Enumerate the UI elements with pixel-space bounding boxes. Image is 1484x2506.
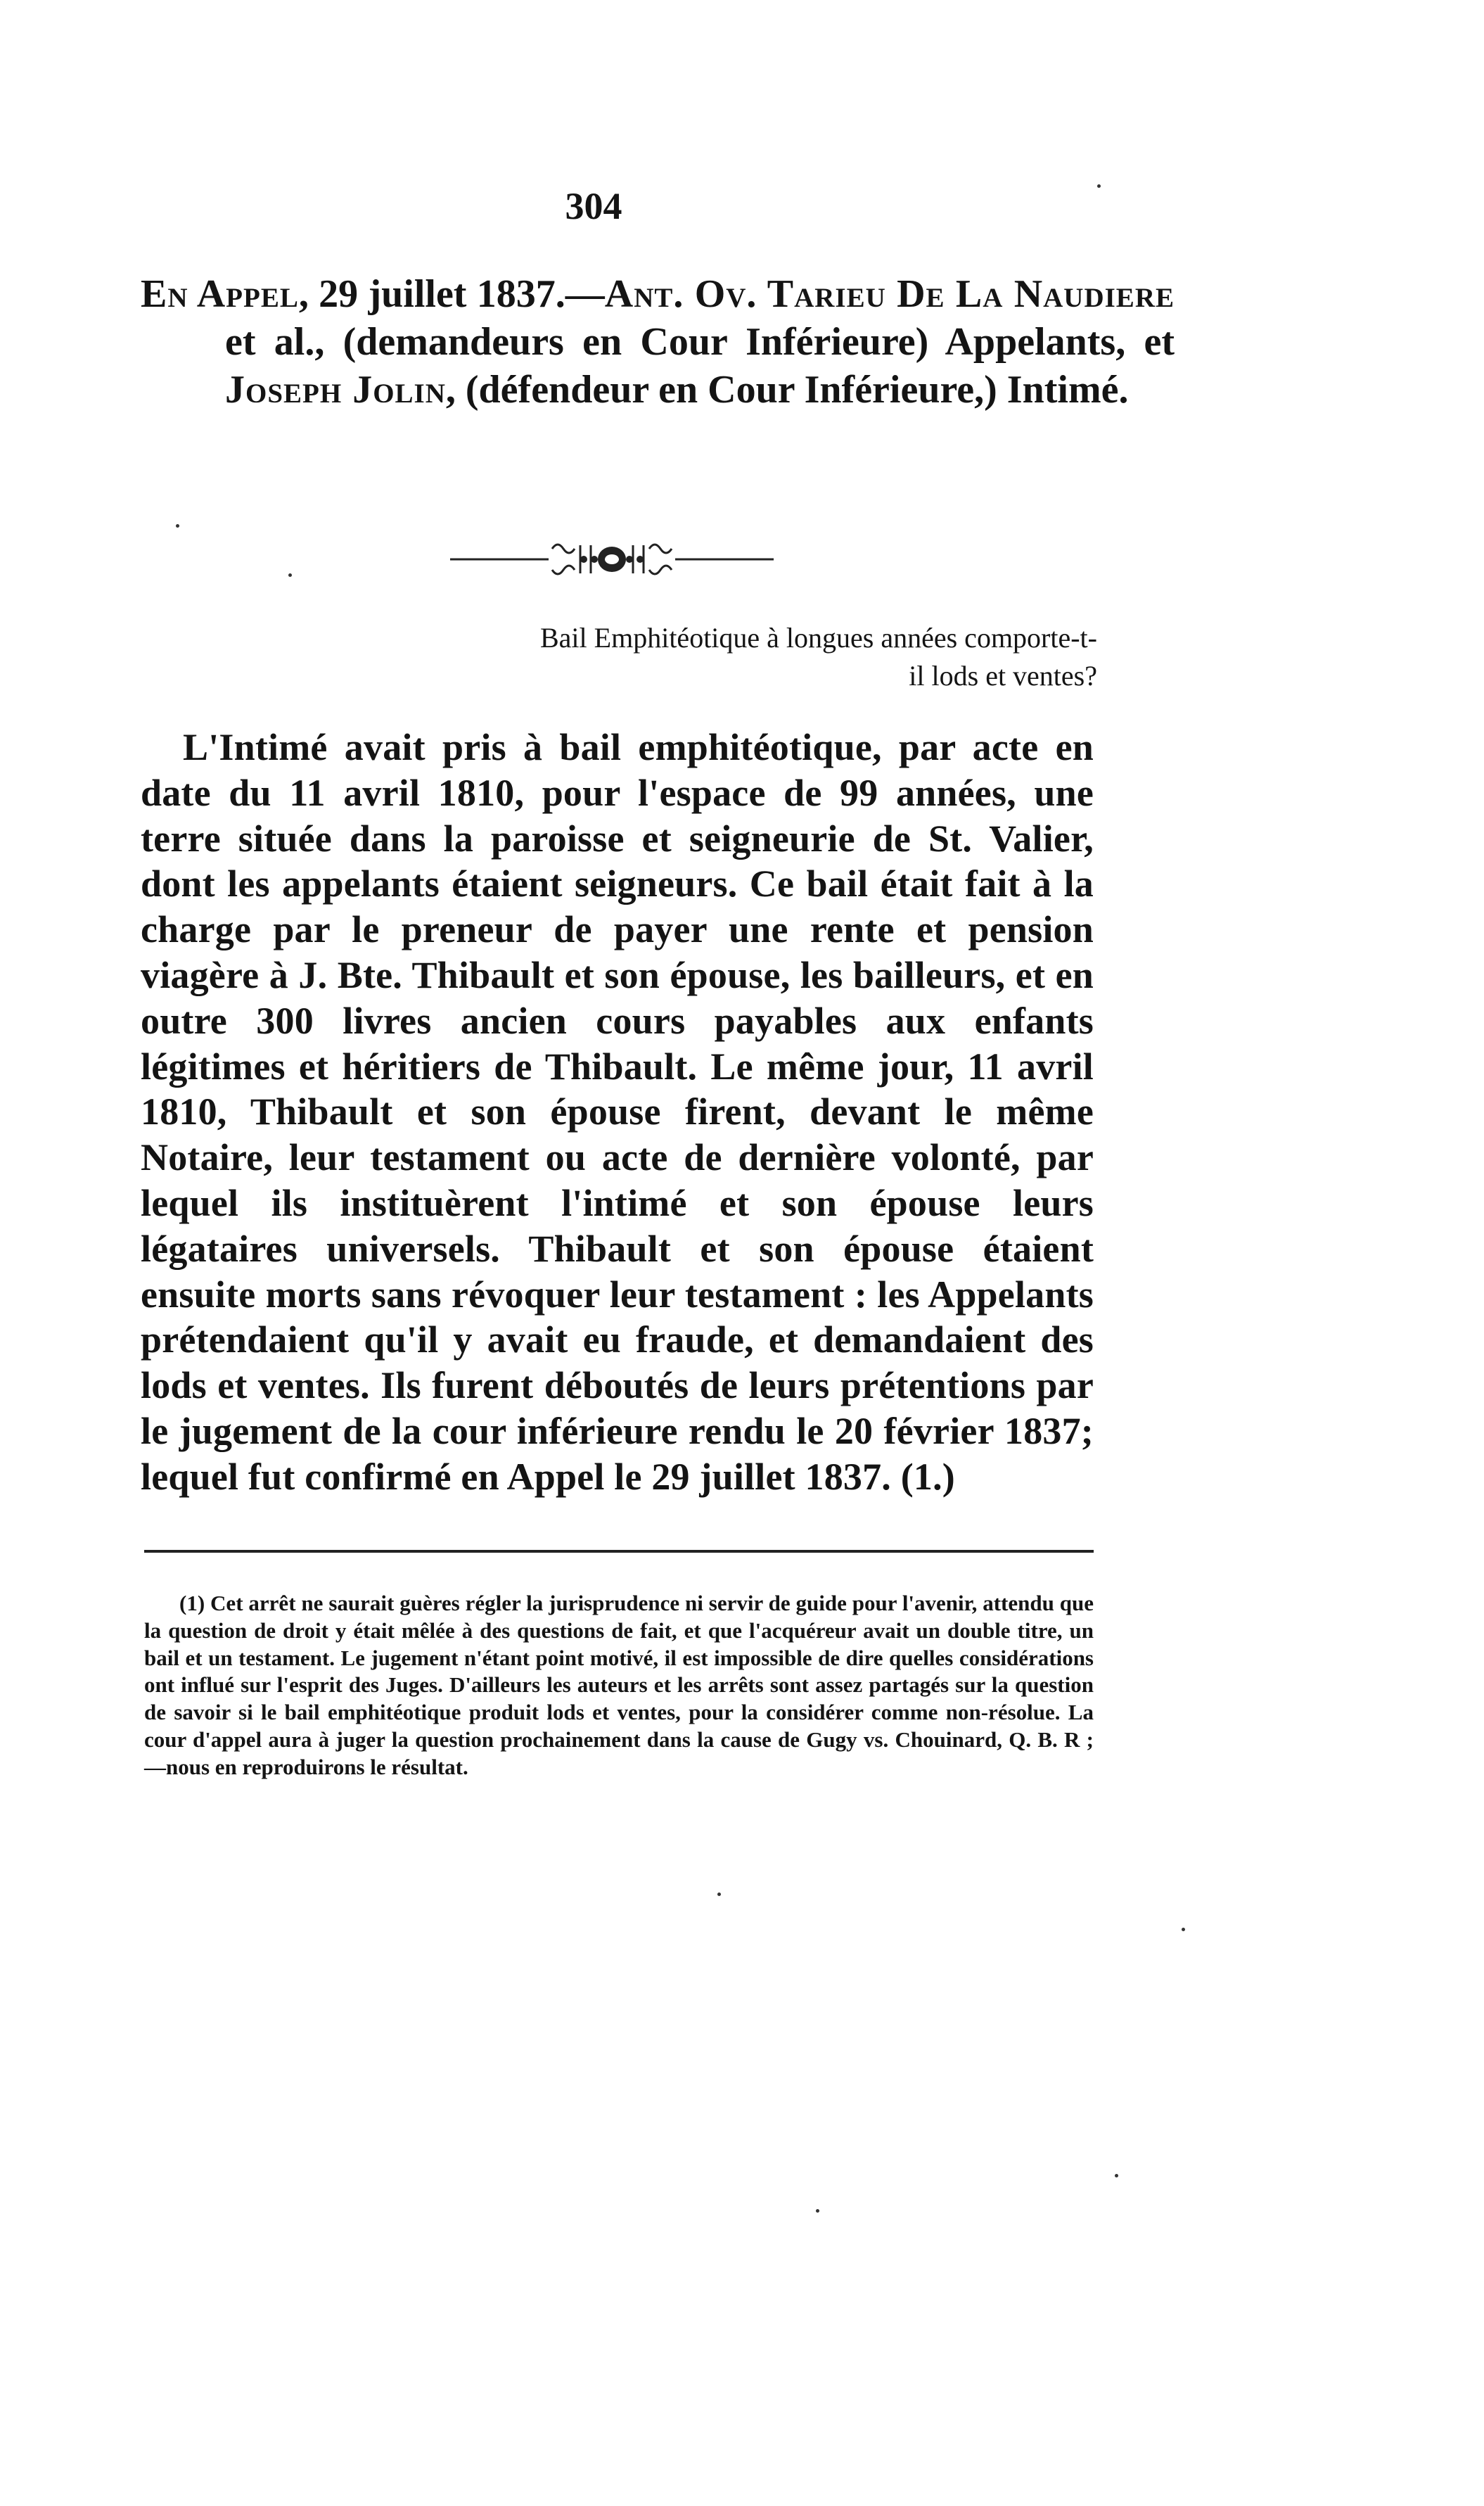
print-speck [1115, 2174, 1118, 2177]
case-body: L'Intimé avait pris à bail emphitéotique, par acte en date du 11 avril 1810, pour l'espace de 99 années, une terre située dans la paroisse et seigneurie de St. Valier, dont les appelants étaient seigneurs. Ce bail était fait à la charge par le preneur de payer une rente et pension viagère à J. Bte. Thibault et son épouse, les bailleurs, et en outre 300 livres ancien cours payables aux enfants légitimes et héritiers de Thibault. Le même jour, 11 avril 1810, Thibault et son épouse firent, devant le même Notaire, leur testament ou acte de dernière volonté, par lequel ils instituèrent l'intimé et son épouse leurs légataires universels. Thibault et son épouse étaient ensuite morts sans révoquer leur testament : les Appelants prétendaient qu'il y avait eu fraude, et demandaient des lods et ventes. Ils furent déboutés de leurs prétentions par le jugement de la cour inférieure rendu le 20 février 1837; lequel fut confirmé en Appel le 29 juillet 1837. (1.) [141, 726, 1094, 1498]
print-speck [288, 573, 292, 577]
print-speck [1097, 184, 1101, 188]
footnote: (1) Cet arrêt ne saurait guères régler la jurisprudence ni servir de guide pour l'avenir, attendu que la question de droit y était mêlée à des questions de fait, et que l'acquéreur avait un double titre, un bail et un testament. Le jugement n'étant point motivé, il est impossible de dire quelles considérations ont influé sur l'esprit des Juges. D'ailleurs les auteurs et les arrêts sont assez partagés sur la question de savoir si le bail emphitéotique produit lods et ventes, pour la considérer comme non-résolue. La cour d'appel aura à juger la question prochainement dans la cause de Gugy vs. Chouinard, Q. B. R ;—nous en reproduirons le résultat. [144, 1591, 1094, 1779]
footnote-rule [144, 1550, 1094, 1553]
parties-middle: et al., (demandeurs en Cour Inférieure) Appelants, et [225, 319, 1175, 364]
print-speck [717, 1893, 721, 1896]
court-label: En Appel [141, 272, 299, 316]
ornament-divider [443, 535, 781, 584]
hearing-date: , 29 juillet 1837.— [298, 272, 605, 316]
parties-suffix: , (défendeur en Cour Inférieure,) Intimé. [445, 367, 1129, 412]
page-number: 304 [565, 185, 622, 227]
print-speck [176, 524, 179, 528]
print-speck [1182, 1928, 1185, 1931]
print-speck [816, 2209, 819, 2213]
case-heading [141, 271, 1175, 414]
case-summary: Bail Emphitéotique à longues années comporte-t-il lods et ventes? [540, 622, 1097, 692]
respondent-name: Joseph Jolin [225, 367, 446, 412]
appellant-name: Ant. Ov. Tarieu De La Naudiere [604, 272, 1175, 316]
